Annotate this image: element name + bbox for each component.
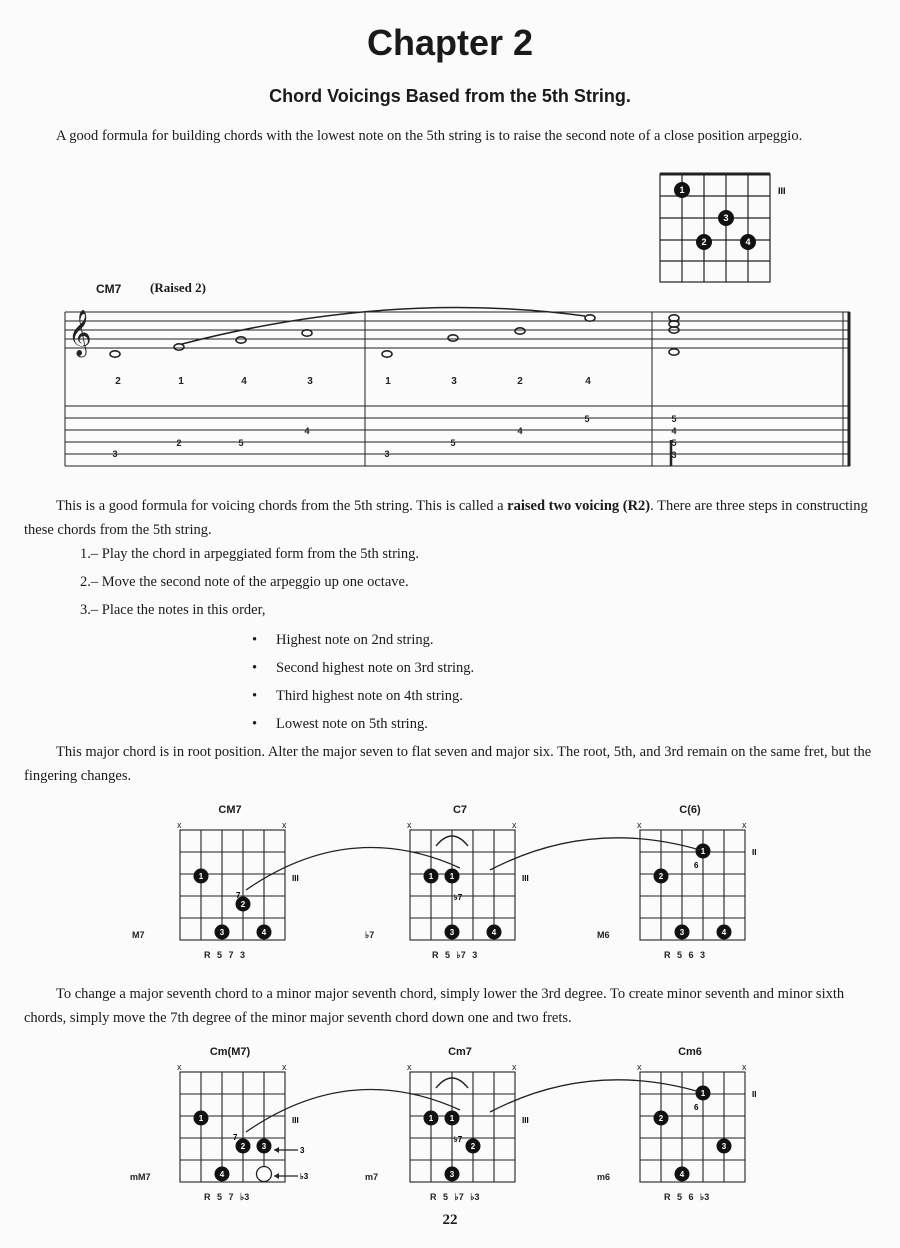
finger-number: 3 xyxy=(307,376,313,387)
finger-number: 1 xyxy=(178,376,184,387)
degree-label: R 5 6 ♭3 xyxy=(664,1192,710,1202)
svg-text:1: 1 xyxy=(428,1114,434,1123)
term-r2: raised two voicing (R2) xyxy=(507,498,651,514)
paragraph-3: To change a major seventh chord to a minor major seventh chord, simply lower the 3rd degree. To create minor seventh and minor sixth chords, simply move the 7th degree of the minor major seventh chord down one and two frets. xyxy=(24,986,845,1026)
fret-marker: III xyxy=(778,186,786,196)
tab-fret: 4 xyxy=(671,426,677,436)
svg-text:2: 2 xyxy=(658,872,664,881)
svg-text:𝄞: 𝄞 xyxy=(68,311,92,355)
svg-text:2: 2 xyxy=(658,1114,664,1123)
chord-name-cm7: Cm7 xyxy=(448,1046,472,1058)
bullet-3: • Third highest note on 4th string. xyxy=(252,688,463,704)
tab-fret: 4 xyxy=(304,426,310,436)
example-chord-diagram xyxy=(650,170,790,290)
finger-number: 1 xyxy=(385,376,391,387)
svg-text:♭7: ♭7 xyxy=(454,893,463,902)
music-notation xyxy=(60,300,855,470)
svg-text:1: 1 xyxy=(700,1089,706,1098)
tab-fret: 2 xyxy=(176,438,182,448)
svg-text:4: 4 xyxy=(491,928,497,937)
svg-text:1: 1 xyxy=(198,872,204,881)
svg-text:7: 7 xyxy=(233,1133,238,1142)
step-1: 1.– Play the chord in arpeggiated form from the 5th string. xyxy=(80,546,420,562)
finger-number: 2 xyxy=(517,376,523,387)
chord-name-cm6: Cm6 xyxy=(678,1046,702,1058)
tab-fret: 5 xyxy=(584,414,590,424)
paragraph-2: This major chord is in root position. Alter the major seven to flat seven and major six. The root, 5th, and 3rd remain on the same fret, but the fingering changes. xyxy=(24,744,872,784)
degree-label: R 5 ♭7 3 xyxy=(432,950,478,960)
quality-label: ♭7 xyxy=(365,930,375,940)
chord-name-c6: C(6) xyxy=(679,804,701,816)
svg-text:1: 1 xyxy=(428,872,434,881)
bullet-4: • Lowest note on 5th string. xyxy=(252,716,428,732)
fret-marker: III xyxy=(292,874,299,883)
svg-text:1: 1 xyxy=(700,847,706,856)
step-2: 2.– Move the second note of the arpeggio up one octave. xyxy=(80,574,409,590)
chord-name-cmm7: Cm(M7) xyxy=(209,1046,251,1058)
tab-fret: 5 xyxy=(238,438,244,448)
paragraph-1: This is a good formula for voicing chords from the 5th string. This is called a raised two voicing (R2). There are three steps in constructing these chords from the 5th string. xyxy=(24,498,868,538)
finger-number: 3 xyxy=(451,376,457,387)
svg-text:6: 6 xyxy=(694,861,699,870)
quality-label: m6 xyxy=(597,1172,611,1182)
example-chord-name: CM7 xyxy=(96,282,122,296)
quality-label: m7 xyxy=(365,1172,379,1182)
chord-row-2: x x 12 34 7 III 3 ♭3 1 123 ♭7 III 2134 6 II mM7 m7 m6 R 5 7 ♭3 R 5 ♭7 ♭3 R 5 6 ♭3 xyxy=(127,1062,757,1202)
chord-name-c7: C7 xyxy=(452,804,468,816)
tab-fret: 3 xyxy=(112,449,118,459)
svg-text:3: 3 xyxy=(723,213,729,223)
degree-label: R 5 6 3 xyxy=(664,950,706,960)
tab-fret: 3 xyxy=(671,450,677,460)
svg-text:3: 3 xyxy=(449,1170,455,1179)
finger-number: 4 xyxy=(585,376,591,387)
quality-label: mM7 xyxy=(130,1172,151,1182)
finger-number: 4 xyxy=(241,376,247,387)
degree-label: R 5 7 ♭3 xyxy=(204,1192,250,1202)
svg-text:3: 3 xyxy=(261,1142,267,1151)
svg-text:7: 7 xyxy=(236,891,241,900)
chord-row-1: x x 123 4 7 III 1 13 4 ♭7 III 213 4 6 II M7 ♭7 M6 R 5 7 3 R 5 ♭7 3 R 5 6 3 xyxy=(127,820,757,960)
chapter-title: Chapter 2 xyxy=(366,22,534,63)
chord-name-cm7: CM7 xyxy=(218,804,242,816)
degree-label: R 5 ♭7 ♭3 xyxy=(430,1192,480,1202)
tab-fret: 3 xyxy=(384,449,390,459)
tab-fret: 5 xyxy=(450,438,456,448)
svg-text:4: 4 xyxy=(261,928,267,937)
fret-marker: III xyxy=(292,1116,299,1125)
svg-text:3: 3 xyxy=(721,1142,727,1151)
quality-label: M6 xyxy=(597,930,610,940)
intro-paragraph: A good formula for building chords with the lowest note on the 5th string is to raise the second note of a close position arpeggio. xyxy=(56,128,803,144)
fret-marker: II xyxy=(752,848,757,857)
tab-fret: 5 xyxy=(671,414,677,424)
svg-text:1: 1 xyxy=(449,1114,455,1123)
svg-text:1: 1 xyxy=(449,872,455,881)
svg-text:1: 1 xyxy=(679,185,685,195)
tab-fret: 5 xyxy=(671,438,677,448)
svg-text:3: 3 xyxy=(679,928,685,937)
svg-text:3: 3 xyxy=(219,928,225,937)
example-label: (Raised 2) xyxy=(150,280,206,295)
svg-text:2: 2 xyxy=(240,900,246,909)
fret-marker: III xyxy=(522,1116,529,1125)
svg-text:4: 4 xyxy=(745,237,751,247)
svg-text:3: 3 xyxy=(449,928,455,937)
finger-number: 2 xyxy=(115,376,121,387)
bullet-1: • Highest note on 2nd string. xyxy=(252,632,434,648)
degree-arrow-label: 3 xyxy=(300,1146,305,1155)
step-3: 3.– Place the notes in this order, xyxy=(80,602,266,618)
fret-marker: III xyxy=(522,874,529,883)
bullet-2: • Second highest note on 3rd string. xyxy=(252,660,475,676)
svg-text:2: 2 xyxy=(701,237,707,247)
svg-text:2: 2 xyxy=(470,1142,476,1151)
fret-marker: II xyxy=(752,1090,757,1099)
degree-label: R 5 7 3 xyxy=(204,950,246,960)
svg-text:4: 4 xyxy=(679,1170,685,1179)
svg-text:2: 2 xyxy=(240,1142,246,1151)
tab-fret: 4 xyxy=(517,426,523,436)
svg-text:♭7: ♭7 xyxy=(454,1135,463,1144)
svg-text:4: 4 xyxy=(219,1170,225,1179)
quality-label: M7 xyxy=(132,930,145,940)
degree-arrow-label: ♭3 xyxy=(300,1172,309,1181)
svg-text:4: 4 xyxy=(721,928,727,937)
section-subtitle: Chord Voicings Based from the 5th String. xyxy=(269,86,631,106)
page-number: 22 xyxy=(442,1212,458,1228)
svg-text:6: 6 xyxy=(694,1103,699,1112)
svg-text:1: 1 xyxy=(198,1114,204,1123)
